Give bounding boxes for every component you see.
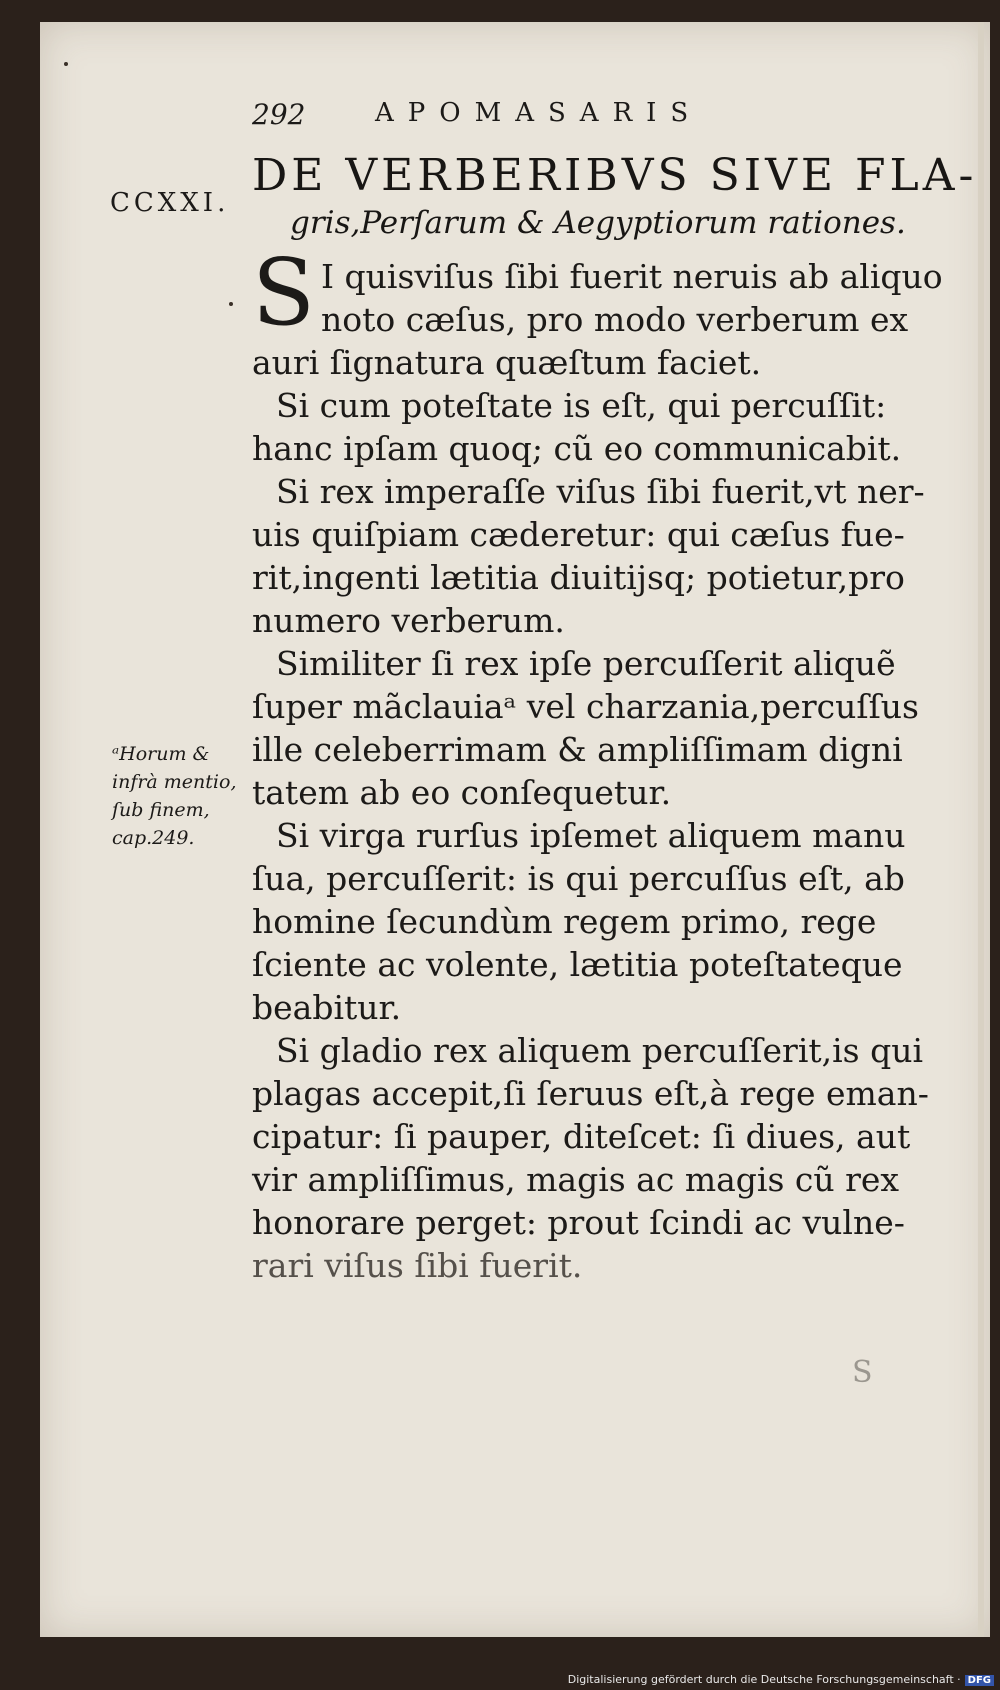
text-line: rit,ingenti lætitia diuitijsq; potietur,pro [252,558,905,597]
text-line: uis quiſpiam cæderetur: qui cæſus fue- [252,515,905,554]
margin-note [112,740,262,852]
text-line: Similiter ſi rex ipſe percuſſerit aliquẽ [276,644,896,683]
text-line: Si cum poteſtate is eſt, qui percuſſit: [276,386,887,425]
text-line: homine ſecundùm regem primo, rege [252,902,877,941]
text-line: beabitur. [252,988,402,1027]
text-line: Si virga rurſus ipſemet aliquem manu [276,816,906,855]
dfg-logo-icon: DFG [965,1675,994,1686]
text-line: ſua, percuſſerit: is qui percuſſus eſt, ab [252,859,905,898]
margin-note-line: cap.249. [112,827,195,849]
text-line: ſuper mãclauiaᵃ vel charzania,percuſſus [252,687,919,726]
text-line: noto cæſus, pro modo verberum ex [321,300,909,339]
text-line: Si gladio rex aliquem percuſſerit,is qui [276,1031,924,1070]
text-line: ille celeberrimam & ampliſſimam digni [252,730,903,769]
text-line: auri ſignatura quæſtum faciet. [252,343,762,382]
text-line: Si rex imperaſſe viſus ſibi fuerit,vt ner- [276,472,925,511]
margin-note-line: infrà mentio, [112,771,237,793]
text-line: cipatur: ſi pauper, diteſcet: ſi diues, aut [252,1117,911,1156]
page-edge [978,22,984,1637]
text-line: I quisviſus ſibi fuerit neruis ab aliquo [321,257,943,296]
footer-text: Digitalisierung gefördert durch die Deutsche Forschungsgemeinschaft · [567,1673,961,1686]
margin-note-line: ſub finem, [112,799,210,821]
chapter-title-line-2: gris,Perſarum & Aegyptiorum rationes. [290,205,906,241]
drop-cap: S [252,239,316,346]
digitization-footer [568,1673,994,1686]
chapter-number: CCXXI. [110,188,230,218]
margin-note-line: ᵃHorum & [112,743,210,765]
body-text [252,239,943,1287]
paper-speck [64,62,68,66]
page-number: 292 [252,98,306,131]
text-line: vir ampliſſimus, magis ac magis cũ rex [252,1160,900,1199]
chapter-title-line-1: DE VERBERIBVS SIVE FLA- [252,150,978,201]
text-line: numero verberum. [252,601,565,640]
text-line: rari viſus ſibi fuerit. [252,1246,583,1285]
text-line: ſciente ac volente, lætitia poteſtateque [252,945,903,984]
paper-speck [229,302,233,306]
text-line: tatem ab eo conſequetur. [252,773,672,812]
running-head-title: APOMASARIS [375,98,703,128]
text-line: honorare perget: prout ſcindi ac vulne- [252,1203,905,1242]
catchword: S [852,1355,873,1390]
text-line: plagas accepit,ſi ſeruus eſt,à rege eman- [252,1074,929,1113]
text-line: hanc ipſam quoq; cũ eo communicabit. [252,429,902,468]
